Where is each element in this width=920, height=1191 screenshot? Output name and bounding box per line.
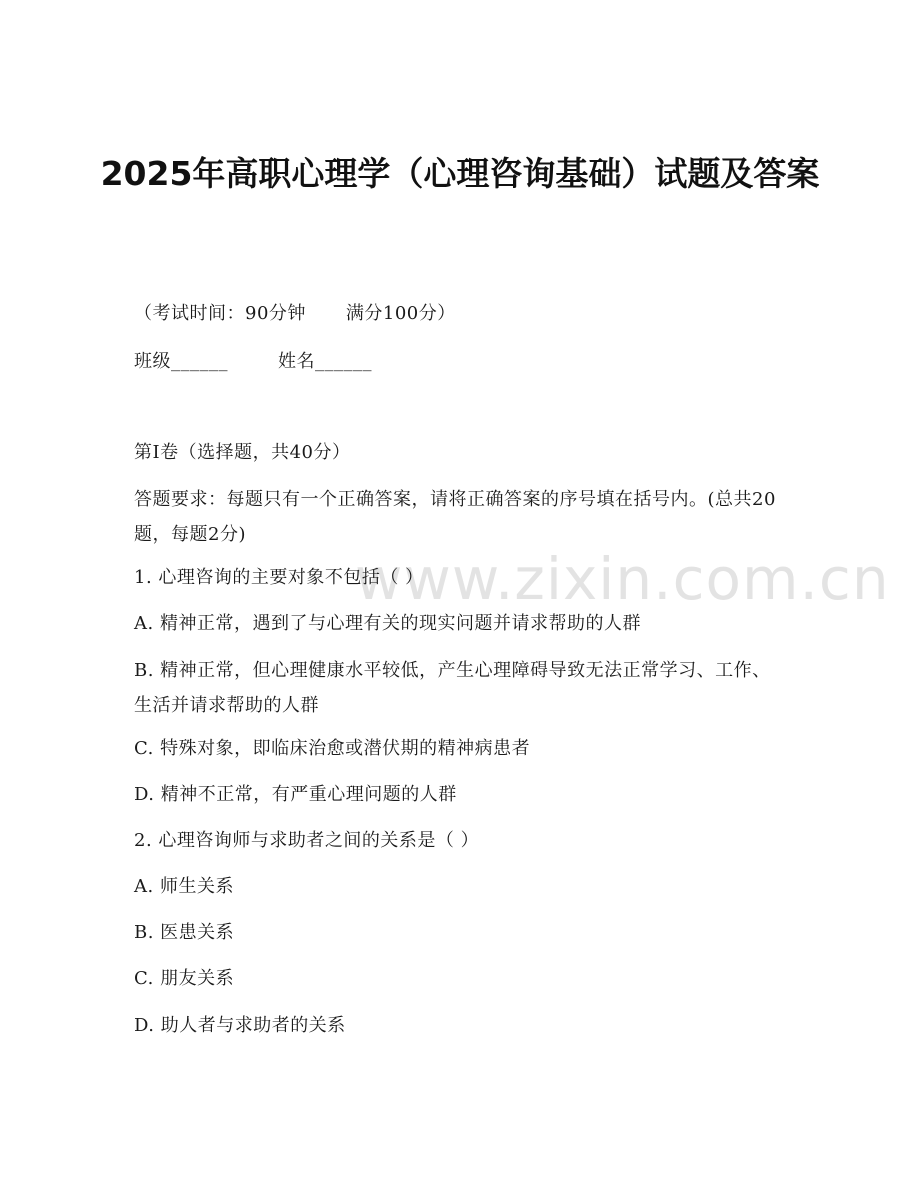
question-2-option-a: A. 师生关系 — [134, 876, 234, 897]
student-fields — [134, 350, 372, 374]
question-1-option-d: D. 精神不正常，有严重心理问题的人群 — [134, 784, 457, 805]
instructions: 答题要求：每题只有一个正确答案，请将正确答案的序号填在括号内。(总共20题，每题2分) — [134, 489, 776, 545]
exam-time: （考试时间：90分钟 — [134, 303, 306, 324]
question-2-option-c: C. 朋友关系 — [134, 968, 235, 989]
page-title: 2025年高职心理学（心理咨询基础）试题及答案 — [100, 154, 820, 193]
question-2-option-b: B. 医患关系 — [134, 922, 235, 943]
section-title: 第I卷（选择题，共40分） — [134, 442, 351, 463]
question-2-option-d: D. 助人者与求助者的关系 — [134, 1015, 346, 1036]
question-2-stem: 2. 心理咨询师与求助者之间的关系是（ ） — [134, 830, 480, 851]
question-1-stem: 1. 心理咨询的主要对象不包括（ ） — [134, 567, 424, 588]
exam-info — [134, 302, 456, 326]
name-field: 姓名______ — [278, 351, 372, 372]
question-1-option-c: C. 特殊对象，即临床治愈或潜伏期的精神病患者 — [134, 738, 531, 759]
watermark: www.zixin.com.cn — [355, 545, 890, 613]
question-1-option-b: B. 精神正常，但心理健康水平较低，产生心理障碍导致无法正常学习、工作、生活并请求帮助的人群 — [134, 660, 771, 716]
question-1-option-a: A. 精神正常，遇到了与心理有关的现实问题并请求帮助的人群 — [134, 613, 641, 634]
exam-score: 满分100分） — [345, 303, 456, 324]
class-field: 班级______ — [134, 351, 228, 372]
